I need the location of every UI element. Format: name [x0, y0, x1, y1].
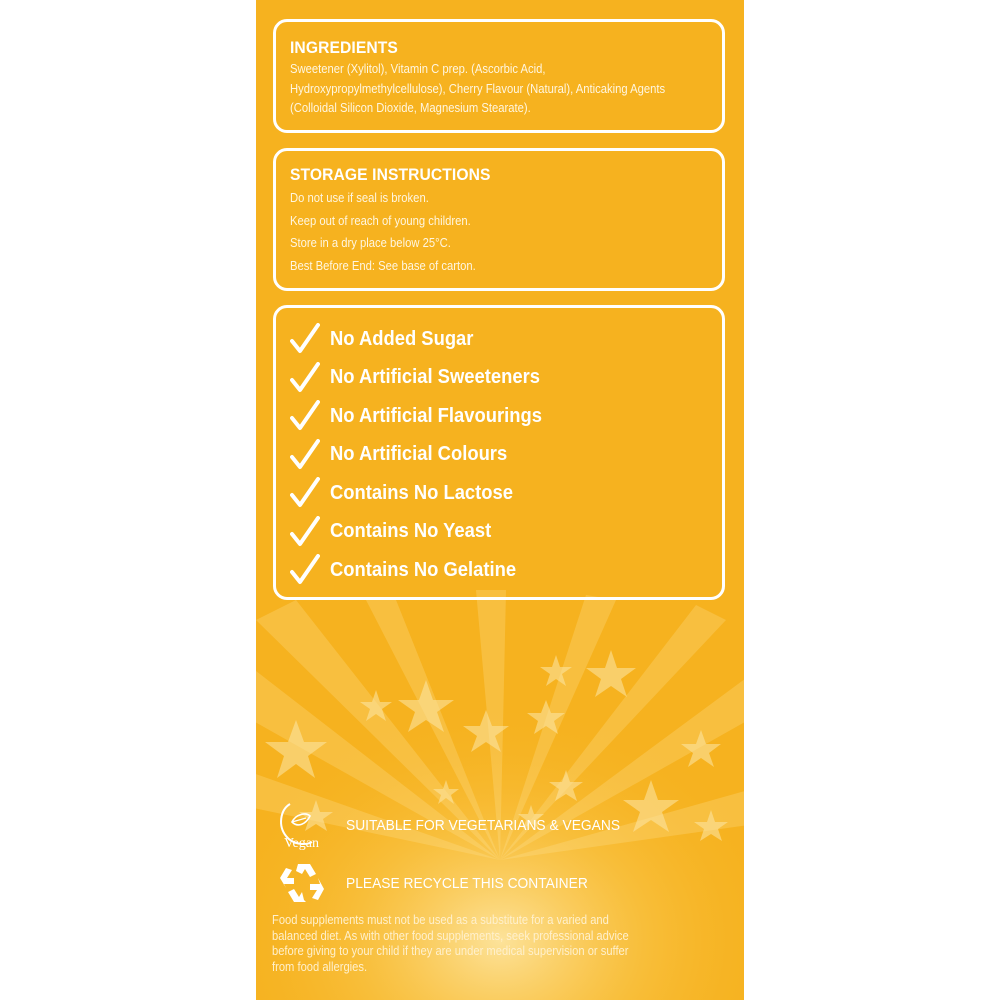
check-icon [290, 516, 320, 548]
claim-label: No Artificial Colours [330, 443, 508, 466]
claim-label: No Artificial Sweeteners [330, 366, 540, 389]
recycle-label: PLEASE RECYCLE THIS CONTAINER [346, 874, 588, 892]
check-icon [290, 362, 320, 394]
claim-label: No Added Sugar [330, 327, 474, 350]
check-icon [290, 554, 320, 586]
disclaimer-line: balanced diet. As with other food supplements, seek professional advice [272, 927, 629, 943]
disclaimer-line: before giving to your child if they are under medical supervision or suffer [272, 943, 629, 958]
disclaimer-line: from food allergies. [272, 958, 368, 974]
recycle-icon [276, 858, 334, 908]
ingredients-text [290, 60, 713, 119]
storage-box [273, 148, 725, 291]
ingredients-title: INGREDIENTS [290, 38, 398, 57]
storage-line: Best Before End: See base of carton. [290, 258, 476, 273]
storage-line: Do not use if seal is broken. [290, 191, 429, 205]
vegan-icon-text: Vegan [284, 836, 319, 850]
claim-item [290, 359, 722, 398]
vegan-label: SUITABLE FOR VEGETARIANS & VEGANS [346, 816, 621, 834]
storage-line: Store in a dry place below 25°C. [290, 236, 451, 250]
ingredients-line: Sweetener (Xylitol), Vitamin C prep. (Ascorbic Acid, [290, 62, 546, 76]
ingredients-line: (Colloidal Silicon Dioxide, Magnesium Stearate). [290, 101, 531, 115]
recycle-badge [276, 858, 609, 908]
check-icon [290, 323, 320, 355]
claim-label: Contains No Gelatine [330, 558, 517, 581]
storage-title: STORAGE INSTRUCTIONS [290, 165, 491, 184]
disclaimer-text [272, 912, 711, 974]
ingredients-box [273, 19, 725, 133]
claim-item [290, 436, 722, 475]
disclaimer-line: Food supplements must not be used as a substitute for a varied and [272, 912, 609, 927]
vegan-leaf-icon [276, 800, 334, 850]
claim-item [290, 513, 722, 552]
claim-item [290, 551, 722, 590]
claims-box [273, 305, 725, 600]
claim-item [290, 474, 722, 513]
check-icon [290, 439, 320, 471]
check-icon [290, 400, 320, 432]
ingredients-line: Hydroxypropylmethylcellulose), Cherry Flavour (Natural), Anticaking Agents [290, 81, 666, 96]
check-icon [290, 477, 320, 509]
storage-line: Keep out of reach of young children. [290, 213, 471, 228]
packaging-panel [256, 0, 744, 1000]
vegan-badge [276, 800, 644, 850]
claim-label: Contains No Lactose [330, 481, 514, 504]
claim-item [290, 397, 722, 436]
claim-label: No Artificial Flavourings [330, 404, 542, 427]
claim-label: Contains No Yeast [330, 520, 492, 543]
claim-item [290, 320, 722, 359]
